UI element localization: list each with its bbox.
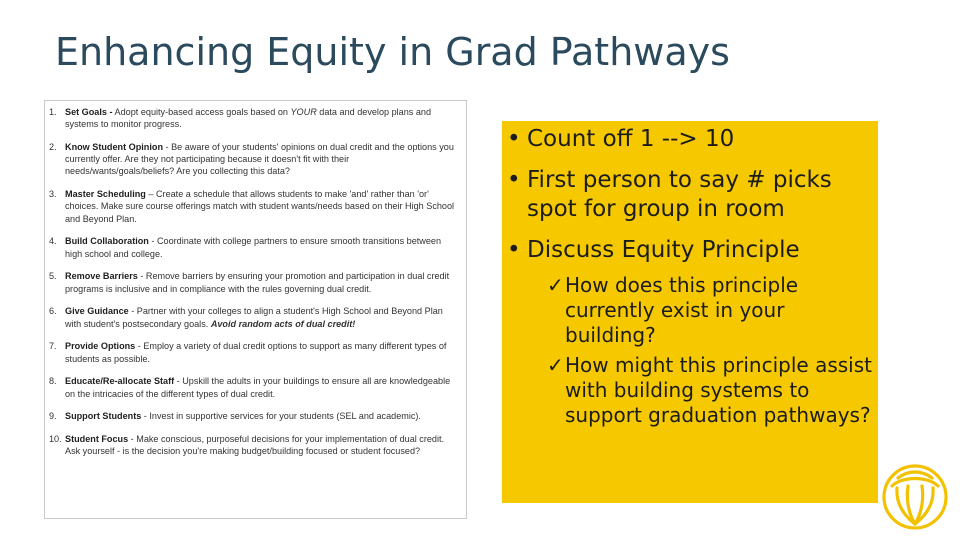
principle-description: - Be aware of your students' opinions on dual credit and the options you currently offer. Are they not participating because it doesn't fit with their needs/wants/goals/beliefs? Are you collecting this data?	[65, 142, 454, 177]
principle-text	[65, 375, 460, 399]
principle-title: Remove Barriers	[65, 271, 138, 282]
principle-number: 8.	[49, 376, 57, 387]
principle-item	[49, 305, 460, 329]
principle-number: 3.	[49, 189, 57, 200]
principle-title: Master Scheduling	[65, 189, 146, 200]
principle-number: 6.	[49, 306, 57, 317]
principle-text	[65, 433, 460, 457]
principle-text	[65, 188, 460, 225]
principle-title: Build Collaboration	[65, 236, 149, 247]
principle-title: Know Student Opinion	[65, 142, 163, 152]
principle-description: - Partner with your colleges to align a student's High School and Beyond Plan with student's postsecondary goals.	[65, 306, 443, 329]
bullet-marker: •	[507, 126, 521, 152]
principle-item	[49, 188, 460, 225]
principle-number: 9.	[49, 411, 57, 422]
principle-description: - Employ a variety of dual credit options to support as many different types of students as possible.	[65, 341, 447, 364]
principle-title: Set Goals -	[65, 107, 113, 117]
principle-number: 7.	[49, 341, 57, 352]
principle-item	[49, 410, 460, 422]
principle-title: Provide Options	[65, 341, 136, 352]
principle-text	[65, 410, 460, 422]
principle-emphasis: Avoid random acts of dual credit!	[210, 318, 356, 329]
principle-text	[65, 305, 460, 329]
principle-text	[65, 235, 460, 259]
principle-number: 5.	[49, 271, 57, 282]
principle-description: Adopt equity-based access goals based on	[112, 107, 291, 117]
principle-item	[49, 106, 460, 130]
principle-title: Support Students	[65, 411, 142, 422]
equity-principles-list	[44, 100, 467, 519]
checkmark-icon: ✓	[547, 353, 564, 377]
principle-item	[49, 141, 460, 178]
principle-description: - Upskill the adults in your buildings to ensure all are knowledgeable on the intricacies of the different types of dual credit.	[65, 376, 451, 399]
bullet-text: Count off 1 --> 10	[527, 126, 735, 152]
sun-leaf-logo-icon	[880, 462, 950, 532]
sub-bullet-item	[547, 273, 877, 348]
slide-title: Enhancing Equity in Grad Pathways	[55, 30, 730, 74]
sub-bullet-text: How does this principle currently exist in your building?	[565, 273, 799, 347]
principle-description-continued: data and develop plans and systems to monitor progress.	[65, 107, 432, 130]
principle-item	[49, 433, 460, 457]
bullet-item	[507, 166, 877, 224]
bullet-marker: •	[507, 167, 521, 193]
principle-description: - Make conscious, purposeful decisions for your implementation of dual credit. Ask yourself - is the decision you're making budget/building focused or student focused?	[65, 434, 445, 457]
bullet-item	[507, 125, 877, 154]
principle-item	[49, 235, 460, 259]
principle-title: Give Guidance	[65, 306, 129, 317]
principle-title: Student Focus	[65, 434, 129, 445]
principle-item	[49, 270, 460, 294]
principle-number: 10.	[49, 434, 62, 445]
principle-number: 2.	[49, 142, 57, 152]
principle-description: - Remove barriers by ensuring your promotion and participation in dual credit programs is inclusive and in compliance with the rules governing dual credit.	[65, 271, 450, 294]
principle-emphasis: YOUR	[290, 107, 317, 117]
sub-bullet-text: How might this principle assist with building systems to support graduation pathways?	[565, 353, 872, 427]
bullet-item	[507, 236, 877, 265]
sub-bullet-item	[547, 353, 877, 428]
bullet-marker: •	[507, 237, 521, 263]
bullet-text: Discuss Equity Principle	[527, 237, 800, 263]
discussion-questions	[547, 273, 877, 428]
principle-item	[49, 340, 460, 364]
principle-number: 4.	[49, 236, 57, 247]
principle-description: - Coordinate with college partners to ensure smooth transitions between high school and college.	[65, 236, 442, 259]
checkmark-icon: ✓	[547, 273, 564, 297]
principle-item	[49, 375, 460, 399]
principle-text	[65, 270, 460, 294]
principle-description: – Create a schedule that allows students to make 'and' rather than 'or' choices. Make sure course offerings match with student wants/needs based on their High School and Beyond Plan.	[65, 189, 455, 224]
principle-text	[65, 141, 460, 178]
principle-text	[65, 340, 460, 364]
principle-number: 1.	[49, 107, 57, 117]
bullet-text: First person to say # picks spot for group in room	[527, 167, 832, 222]
principle-text	[65, 106, 460, 130]
activity-instructions	[507, 125, 877, 433]
principle-description: - Invest in supportive services for your students (SEL and academic).	[141, 411, 421, 422]
principle-title: Educate/Re-allocate Staff	[65, 376, 175, 387]
